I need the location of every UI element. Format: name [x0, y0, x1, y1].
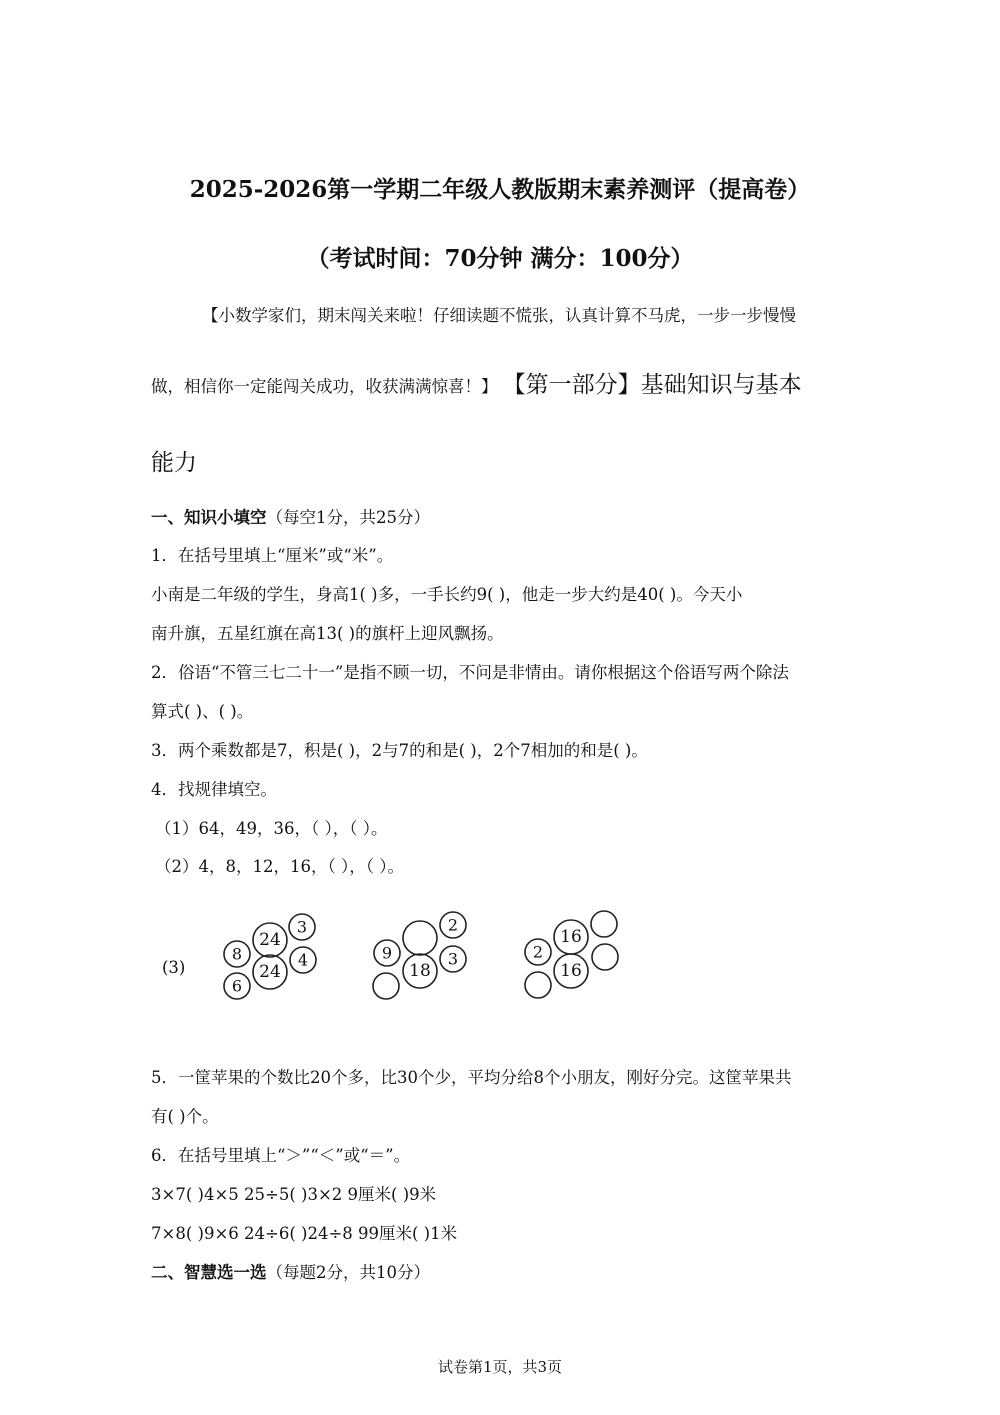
q1-stem: 1．在括号里填上“厘米”或“米”。: [151, 546, 394, 565]
q2-line-1: 2．俗语“不管三七二十一”是指不顾一切，不问是非情由。请你根据这个俗语写两个除法: [151, 663, 789, 682]
q2-line-2: 算式( )、( )。: [151, 702, 254, 721]
q1-line-2: 南升旗，五星红旗在高13( )的旗杆上迎风飘扬。: [151, 624, 504, 643]
g1-bottom-left: 6: [231, 976, 243, 996]
part-one-heading-cont: 能力: [151, 450, 197, 476]
g2-top: 2: [447, 915, 459, 935]
q4-part-3-label: (3): [162, 958, 186, 977]
q3: 3．两个乘数都是7，积是( )，2与7的和是( )，2个7相加的和是( )。: [151, 741, 648, 760]
section-2-score: （每题2分，共10分）: [266, 1263, 430, 1282]
section-1-title: 一、知识小填空: [151, 508, 267, 527]
q6-row-2: 7×8( )9×6 24÷6( )24÷8 99厘米( )1米: [151, 1224, 458, 1243]
g1-right: 4: [297, 950, 309, 970]
g2-left: 9: [381, 943, 393, 963]
exam-subtitle: （考试时间：70分钟 满分：100分）: [306, 245, 694, 272]
g3-center-top: 16: [560, 927, 582, 947]
intro-line-2-text: 做，相信你一定能闯关成功，收获满满惊喜！】: [151, 377, 498, 396]
q6-row-1: 3×7( )4×5 25÷5( )3×2 9厘米( )9米: [151, 1185, 437, 1204]
g1-top: 3: [296, 917, 308, 937]
g2-right: 3: [447, 949, 459, 969]
g3-center-bottom: 16: [560, 961, 582, 981]
q4-part-2: （2）4，8，12，16，（ ），（ ）。: [155, 857, 404, 876]
g3-left: 2: [532, 942, 544, 962]
g1-center-top: 24: [259, 930, 281, 950]
section-1-heading: [151, 504, 430, 528]
q4-part-1: （1）64，49，36，（ ），（ ）。: [155, 819, 388, 838]
q1-line-1: 小南是二年级的学生，身高1( )多，一手长约9( )，他走一步大约是40( )。今天小: [151, 585, 743, 604]
section-2-title: 二、智慧选一选: [151, 1263, 267, 1282]
q5-line-1: 5．一筐苹果的个数比20个多，比30个少，平均分给8个小朋友，刚好分完。这筐苹果共: [151, 1068, 792, 1087]
section-1-score: （每空1分，共25分）: [266, 508, 430, 527]
part-one-heading: 【第一部分】基础知识与基本: [502, 372, 802, 398]
g1-left: 8: [231, 944, 243, 964]
circle-pattern-figure: [210, 905, 640, 1005]
q5-line-2: 有( )个。: [151, 1107, 219, 1126]
g2-center-bottom: 18: [409, 961, 431, 981]
exam-title: 2025-2026第一学期二年级人教版期末素养测评（提高卷）: [189, 176, 811, 203]
intro-line-1: 【小数学家们，期末闯关来啦！仔细读题不慌张，认真计算不马虎，一步一步慢慢: [202, 306, 796, 325]
q6-stem: 6．在括号里填上“＞”“＜”或“＝”。: [151, 1146, 411, 1165]
page-footer: 试卷第1页，共3页: [437, 1358, 563, 1376]
q4-stem: 4．找规律填空。: [151, 780, 277, 799]
g1-center-bottom: 24: [259, 962, 281, 982]
intro-line-2: [151, 366, 802, 399]
section-2-heading: [151, 1259, 430, 1283]
